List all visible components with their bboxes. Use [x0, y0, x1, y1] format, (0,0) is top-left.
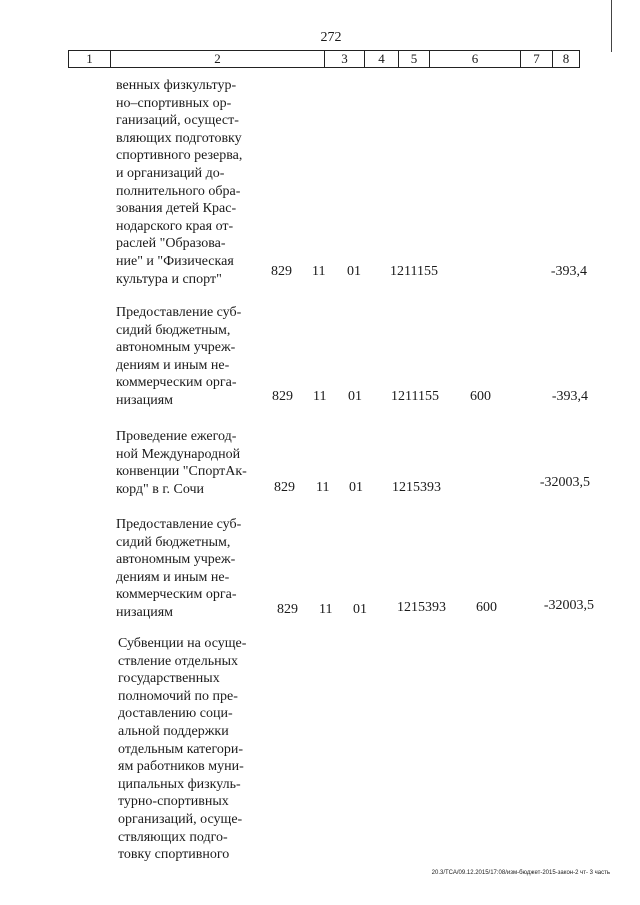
row-code: 829 — [277, 602, 298, 617]
row-target: 1215393 — [392, 480, 441, 495]
row-target: 1215393 — [397, 600, 446, 615]
row-amount: -393,4 — [550, 264, 587, 279]
row-subsection: 01 — [353, 602, 367, 617]
row-amount: -32003,5 — [543, 598, 594, 613]
page-number: 272 — [320, 30, 342, 45]
column-header-8: 8 — [562, 51, 570, 66]
column-header-2: 2 — [111, 51, 325, 67]
row-section: 11 — [313, 389, 327, 404]
row-subsection: 01 — [347, 264, 361, 279]
row-amount: -32003,5 — [539, 475, 590, 490]
row-code: 829 — [271, 264, 292, 279]
row-description: Предоставление суб- сидий бюджетным, автономным учреж- дениям и иным не- коммерческим орга- низациям — [116, 517, 242, 620]
row-code: 829 — [272, 389, 293, 404]
row-subsection: 01 — [349, 480, 363, 495]
row-amount: -393,4 — [551, 389, 588, 404]
row-subsection: 01 — [348, 389, 362, 404]
row-description: венных физкультур- но–спортивных ор- ганизаций, осущест- вляющих подготовку спортивного резерва, и организаций до- полнительного обра- зования детей Крас- нодарского края от- раслей "Образова- ние" и "Физическая культура и спорт" — [116, 78, 243, 287]
row-description: Субвенции на осуще- ствление отдельных государственных полномочий по пре- доставлению соци- альной поддержки отдельным категори- ям работников муни- ципальных физкуль- турно-спортивных организаций, осуще- ствляющих подго- товку спортивного — [118, 636, 247, 863]
row-expense-type: 600 — [470, 389, 491, 404]
column-header-7: 7 — [521, 51, 553, 67]
right-margin-line — [611, 0, 612, 52]
row-target: 1211155 — [391, 389, 439, 404]
document-footer-code: 20.3/ТСА/09.12.2015/17:08/изм-бюджет-2015-закон-2 чт- 3 часть — [431, 870, 610, 876]
column-header-5: 5 — [399, 51, 430, 67]
column-header-row — [68, 50, 580, 68]
column-header-4: 4 — [365, 51, 399, 67]
row-section: 11 — [312, 264, 326, 279]
row-description: Проведение ежегод- ной Международной конвенции "СпортАк- корд" в г. Сочи — [116, 429, 247, 497]
row-code: 829 — [274, 480, 295, 495]
row-expense-type: 600 — [476, 600, 497, 615]
row-target: 1211155 — [390, 264, 438, 279]
row-section: 11 — [319, 602, 333, 617]
row-section: 11 — [316, 480, 330, 495]
column-header-3: 3 — [325, 51, 365, 67]
row-description: Предоставление суб- сидий бюджетным, автономным учреж- дениям и иным не- коммерческим орга- низациям — [116, 305, 242, 408]
column-header-1: 1 — [69, 51, 111, 67]
column-header-6: 6 — [430, 51, 521, 67]
